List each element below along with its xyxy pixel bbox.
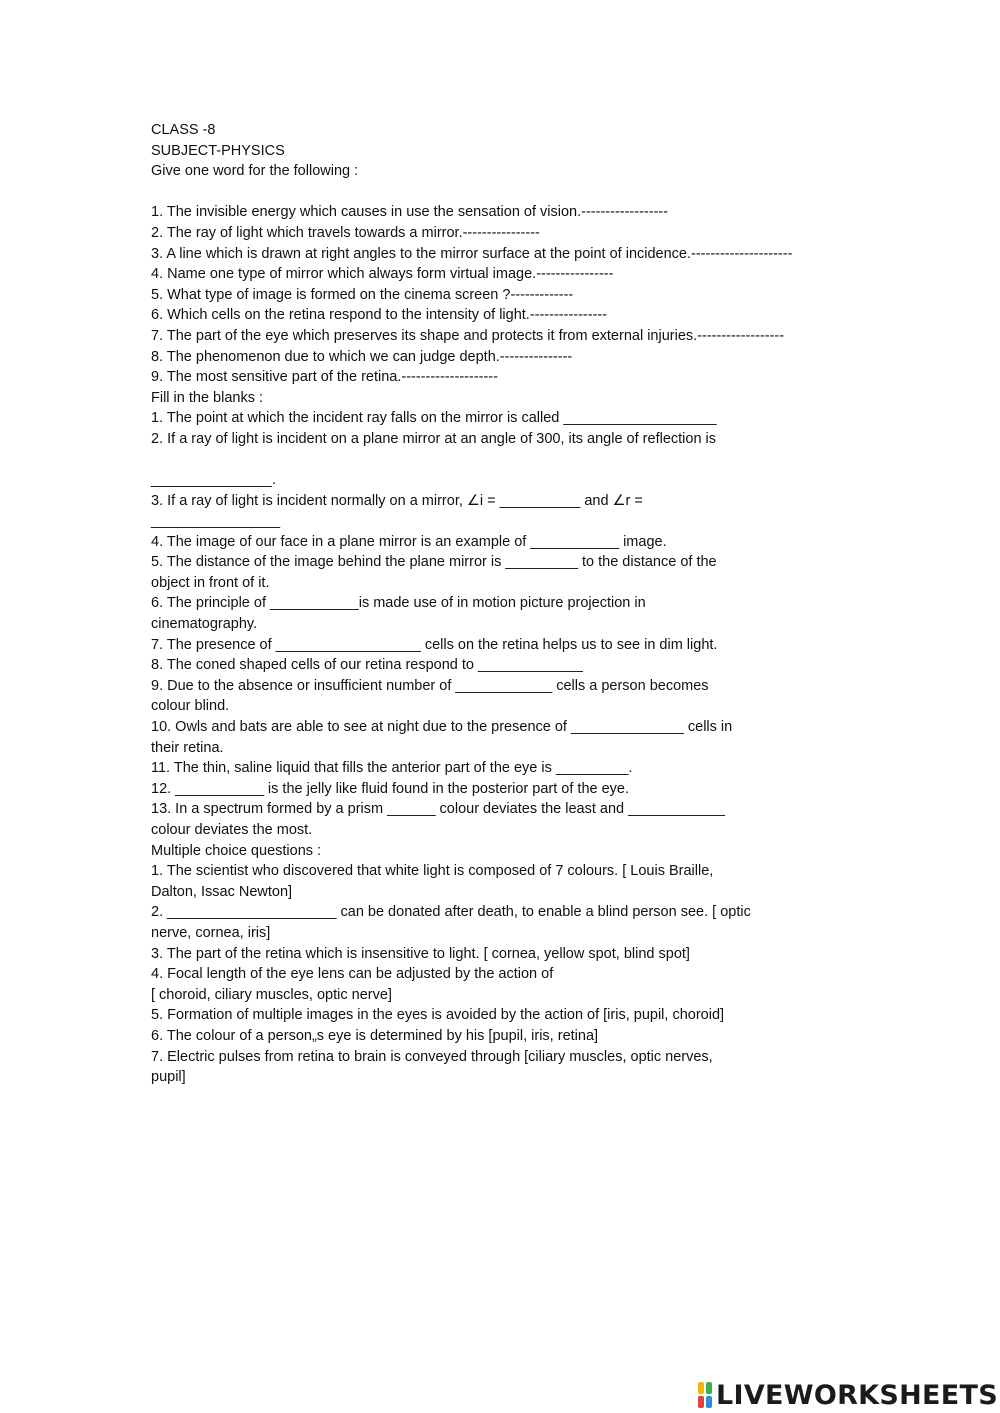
mcq-q7-line1: 7. Electric pulses from retina to brain is conveyed through [ciliary muscles, optic nerves, [151, 1048, 713, 1065]
fill-q9-line2: colour blind. [151, 698, 230, 715]
fill-q6-line1: 6. The principle of ___________is made use of in motion picture projection in [151, 595, 646, 612]
subject-label: SUBJECT-PHYSICS [151, 142, 285, 159]
mcq-q5: 5. Formation of multiple images in the eyes is avoided by the action of [iris, pupil, choroid] [151, 1007, 725, 1024]
fill-q12: 12. ___________ is the jelly like fluid found in the posterior part of the eye. [151, 780, 630, 797]
fill-q2-line1: 2. If a ray of light is incident on a plane mirror at an angle of 300, its angle of reflection is [151, 430, 717, 447]
fill-q3-line1: 3. If a ray of light is incident normally on a mirror, ∠i = __________ and ∠r = [151, 492, 643, 509]
liveworksheets-logo[interactable] [698, 1378, 998, 1412]
mcq-heading: Multiple choice questions : [151, 842, 322, 859]
one-word-q4: 4. Name one type of mirror which always form virtual image.---------------- [151, 266, 614, 283]
worksheet [151, 120, 871, 1088]
logo-block-red [698, 1396, 704, 1408]
fill-q13-line1: 13. In a spectrum formed by a prism ______ colour deviates the least and ____________ [151, 801, 725, 818]
mcq-q2-line1: 2. _____________________ can be donated after death, to enable a blind person see. [ optic [151, 904, 751, 921]
one-word-q1: 1. The invisible energy which causes in use the sensation of vision.------------------ [151, 204, 669, 221]
fill-q2-line2: _______________. [151, 471, 276, 488]
fill-q10-line1: 10. Owls and bats are able to see at night due to the presence of ______________ cells in [151, 719, 733, 736]
fill-blanks-heading: Fill in the blanks : [151, 389, 264, 406]
fill-q8: 8. The coned shaped cells of our retina respond to _____________ [151, 657, 583, 674]
fill-q1: 1. The point at which the incident ray falls on the mirror is called ___________________ [151, 410, 717, 427]
fill-q13-line2: colour deviates the most. [151, 822, 313, 838]
logo-blocks-icon [698, 1382, 712, 1408]
mcq-q1-line1: 1. The scientist who discovered that white light is composed of 7 colours. [ Louis Braille, [151, 863, 714, 880]
fill-q3-line2: ________________ [151, 513, 281, 530]
one-word-q2: 2. The ray of light which travels towards a mirror.---------------- [151, 224, 540, 241]
one-word-instruction: Give one word for the following : [151, 163, 359, 180]
mcq-q3: 3. The part of the retina which is insensitive to light. [ cornea, yellow spot, blind spot] [151, 945, 690, 962]
fill-q5-line2: object in front of it. [151, 574, 270, 591]
fill-q5-line1: 5. The distance of the image behind the plane mirror is _________ to the distance of the [151, 554, 717, 571]
mcq-q7-line2: pupil] [151, 1069, 186, 1086]
fill-q10-line2: their retina. [151, 739, 224, 756]
fill-q11: 11. The thin, saline liquid that fills the anterior part of the eye is _________. [151, 760, 633, 777]
class-label: CLASS -8 [151, 122, 216, 138]
one-word-q8: 8. The phenomenon due to which we can judge depth.--------------- [151, 348, 573, 365]
mcq-q6: 6. The colour of a person„s eye is determined by his [pupil, iris, retina] [151, 1027, 599, 1044]
one-word-q7: 7. The part of the eye which preserves its shape and protects it from external injuries.------------------ [151, 327, 785, 344]
logo-block-green [706, 1382, 712, 1394]
one-word-q3: 3. A line which is drawn at right angles to the mirror surface at the point of incidence.--------------------- [151, 245, 793, 262]
logo-block-yellow [698, 1382, 704, 1394]
one-word-q9: 9. The most sensitive part of the retina.-------------------- [151, 369, 498, 386]
one-word-q5: 5. What type of image is formed on the cinema screen ?------------- [151, 286, 574, 303]
fill-q6-line2: cinematography. [151, 616, 258, 633]
logo-block-blue [706, 1396, 712, 1408]
mcq-q4-line1: 4. Focal length of the eye lens can be adjusted by the action of [151, 966, 554, 983]
fill-q9-line1: 9. Due to the absence or insufficient number of ____________ cells a person becomes [151, 677, 709, 694]
mcq-q4-line2: [ choroid, ciliary muscles, optic nerve] [151, 986, 392, 1003]
fill-q4: 4. The image of our face in a plane mirror is an example of ___________ image. [151, 533, 667, 550]
mcq-q1-line2: Dalton, Issac Newton] [151, 883, 293, 900]
fill-q7: 7. The presence of __________________ cells on the retina helps us to see in dim light. [151, 636, 718, 653]
one-word-q6: 6. Which cells on the retina respond to the intensity of light.---------------- [151, 307, 608, 324]
mcq-q2-line2: nerve, cornea, iris] [151, 924, 271, 941]
logo-text: LIVEWORKSHEETS [715, 1379, 998, 1411]
